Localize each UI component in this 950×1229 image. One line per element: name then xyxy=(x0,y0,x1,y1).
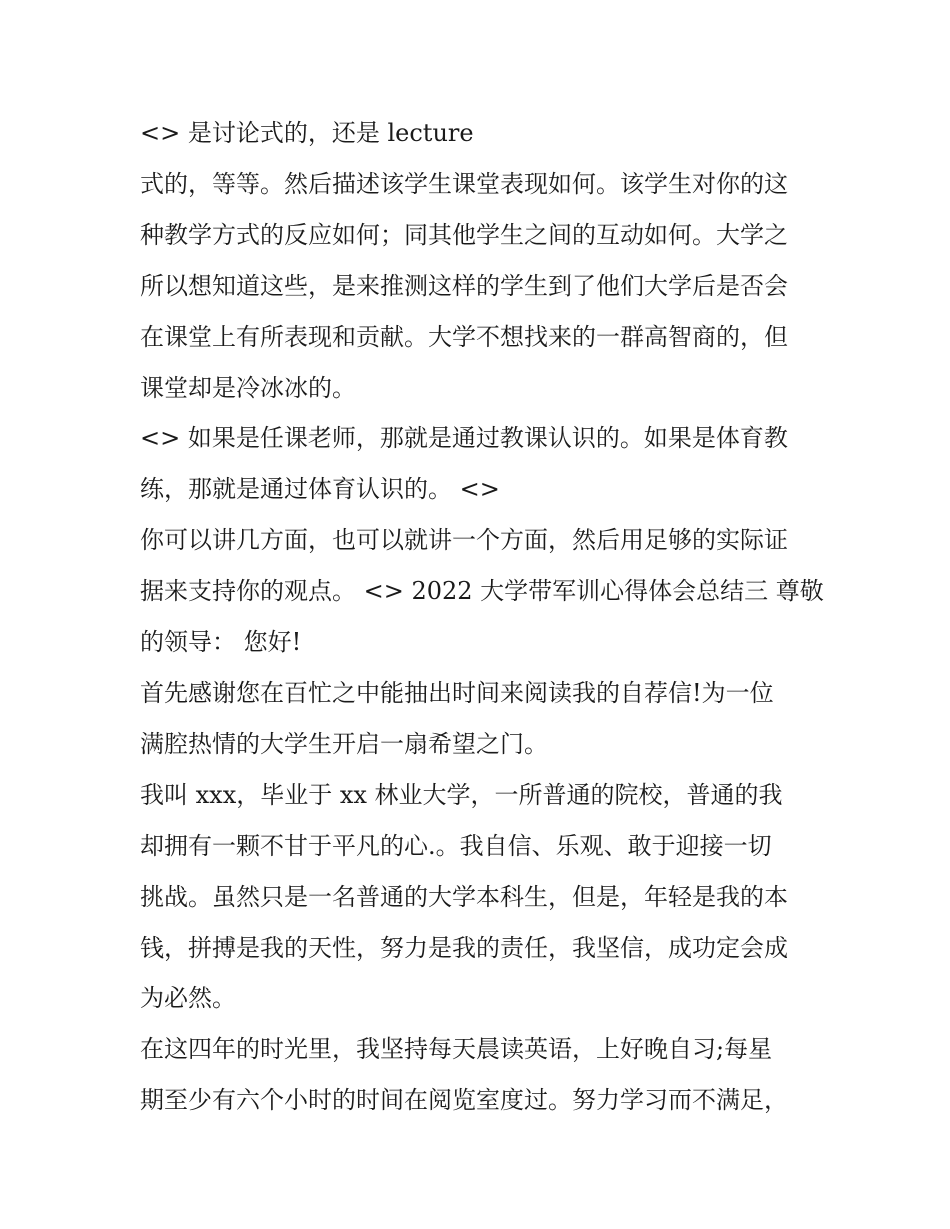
text-line: 所以想知道这些，是来推测这样的学生到了他们大学后是否会 xyxy=(140,271,788,300)
text-line: <> 是讨论式的，还是 lecture xyxy=(140,119,474,147)
text-line: 据来支持你的观点。 <> 2022 大学带军训心得体会总结三 尊敬 xyxy=(140,577,824,606)
text-line: 种教学方式的反应如何；同其他学生之间的互动如何。大学之 xyxy=(140,220,788,249)
text-line: 我叫 xxx，毕业于 xx 林业大学，一所普通的院校，普通的我 xyxy=(140,780,783,809)
paragraph-2 xyxy=(140,159,812,414)
document-body xyxy=(140,108,824,1126)
text-line: 式的，等等。然后描述该学生课堂表现如何。该学生对你的这 xyxy=(140,169,788,198)
text-line: 挑战。虽然只是一名普通的大学本科生，但是，年轻是我的本 xyxy=(140,882,788,911)
paragraph-6 xyxy=(140,770,812,1025)
text-line: 课堂却是冷冰冰的。 xyxy=(140,373,356,402)
paragraph-1 xyxy=(140,108,812,159)
text-line: 首先感谢您在百忙之中能抽出时间来阅读我的自荐信!为一位 xyxy=(140,678,774,707)
paragraph-5 xyxy=(140,668,812,770)
paragraph-3 xyxy=(140,413,812,515)
text-line: 满腔热情的大学生开启一扇希望之门。 xyxy=(140,729,548,758)
text-line: 为必然。 xyxy=(140,984,236,1013)
text-line: 你可以讲几方面，也可以就讲一个方面，然后用足够的实际证 xyxy=(140,526,788,555)
text-line: 在这四年的时光里，我坚持每天晨读英语，上好晚自习;每星 xyxy=(140,1035,773,1064)
text-line: 却拥有一颗不甘于平凡的心.。我自信、乐观、敢于迎接一切 xyxy=(140,831,772,860)
text-line: 钱，拼搏是我的天性，努力是我的责任，我坚信，成功定会成 xyxy=(140,933,788,962)
text-line: 练，那就是通过体育认识的。 <> xyxy=(140,475,500,504)
text-line: <> 如果是任课老师，那就是通过教课认识的。如果是体育教 xyxy=(140,424,788,453)
text-line: 期至少有六个小时的时间在阅览室度过。努力学习而不满足， xyxy=(140,1086,788,1115)
paragraph-7 xyxy=(140,1024,812,1126)
text-line: 的领导： 您好! xyxy=(140,628,302,657)
text-line: 在课堂上有所表现和贡献。大学不想找来的一群高智商的，但 xyxy=(140,322,788,351)
paragraph-4 xyxy=(140,515,824,668)
